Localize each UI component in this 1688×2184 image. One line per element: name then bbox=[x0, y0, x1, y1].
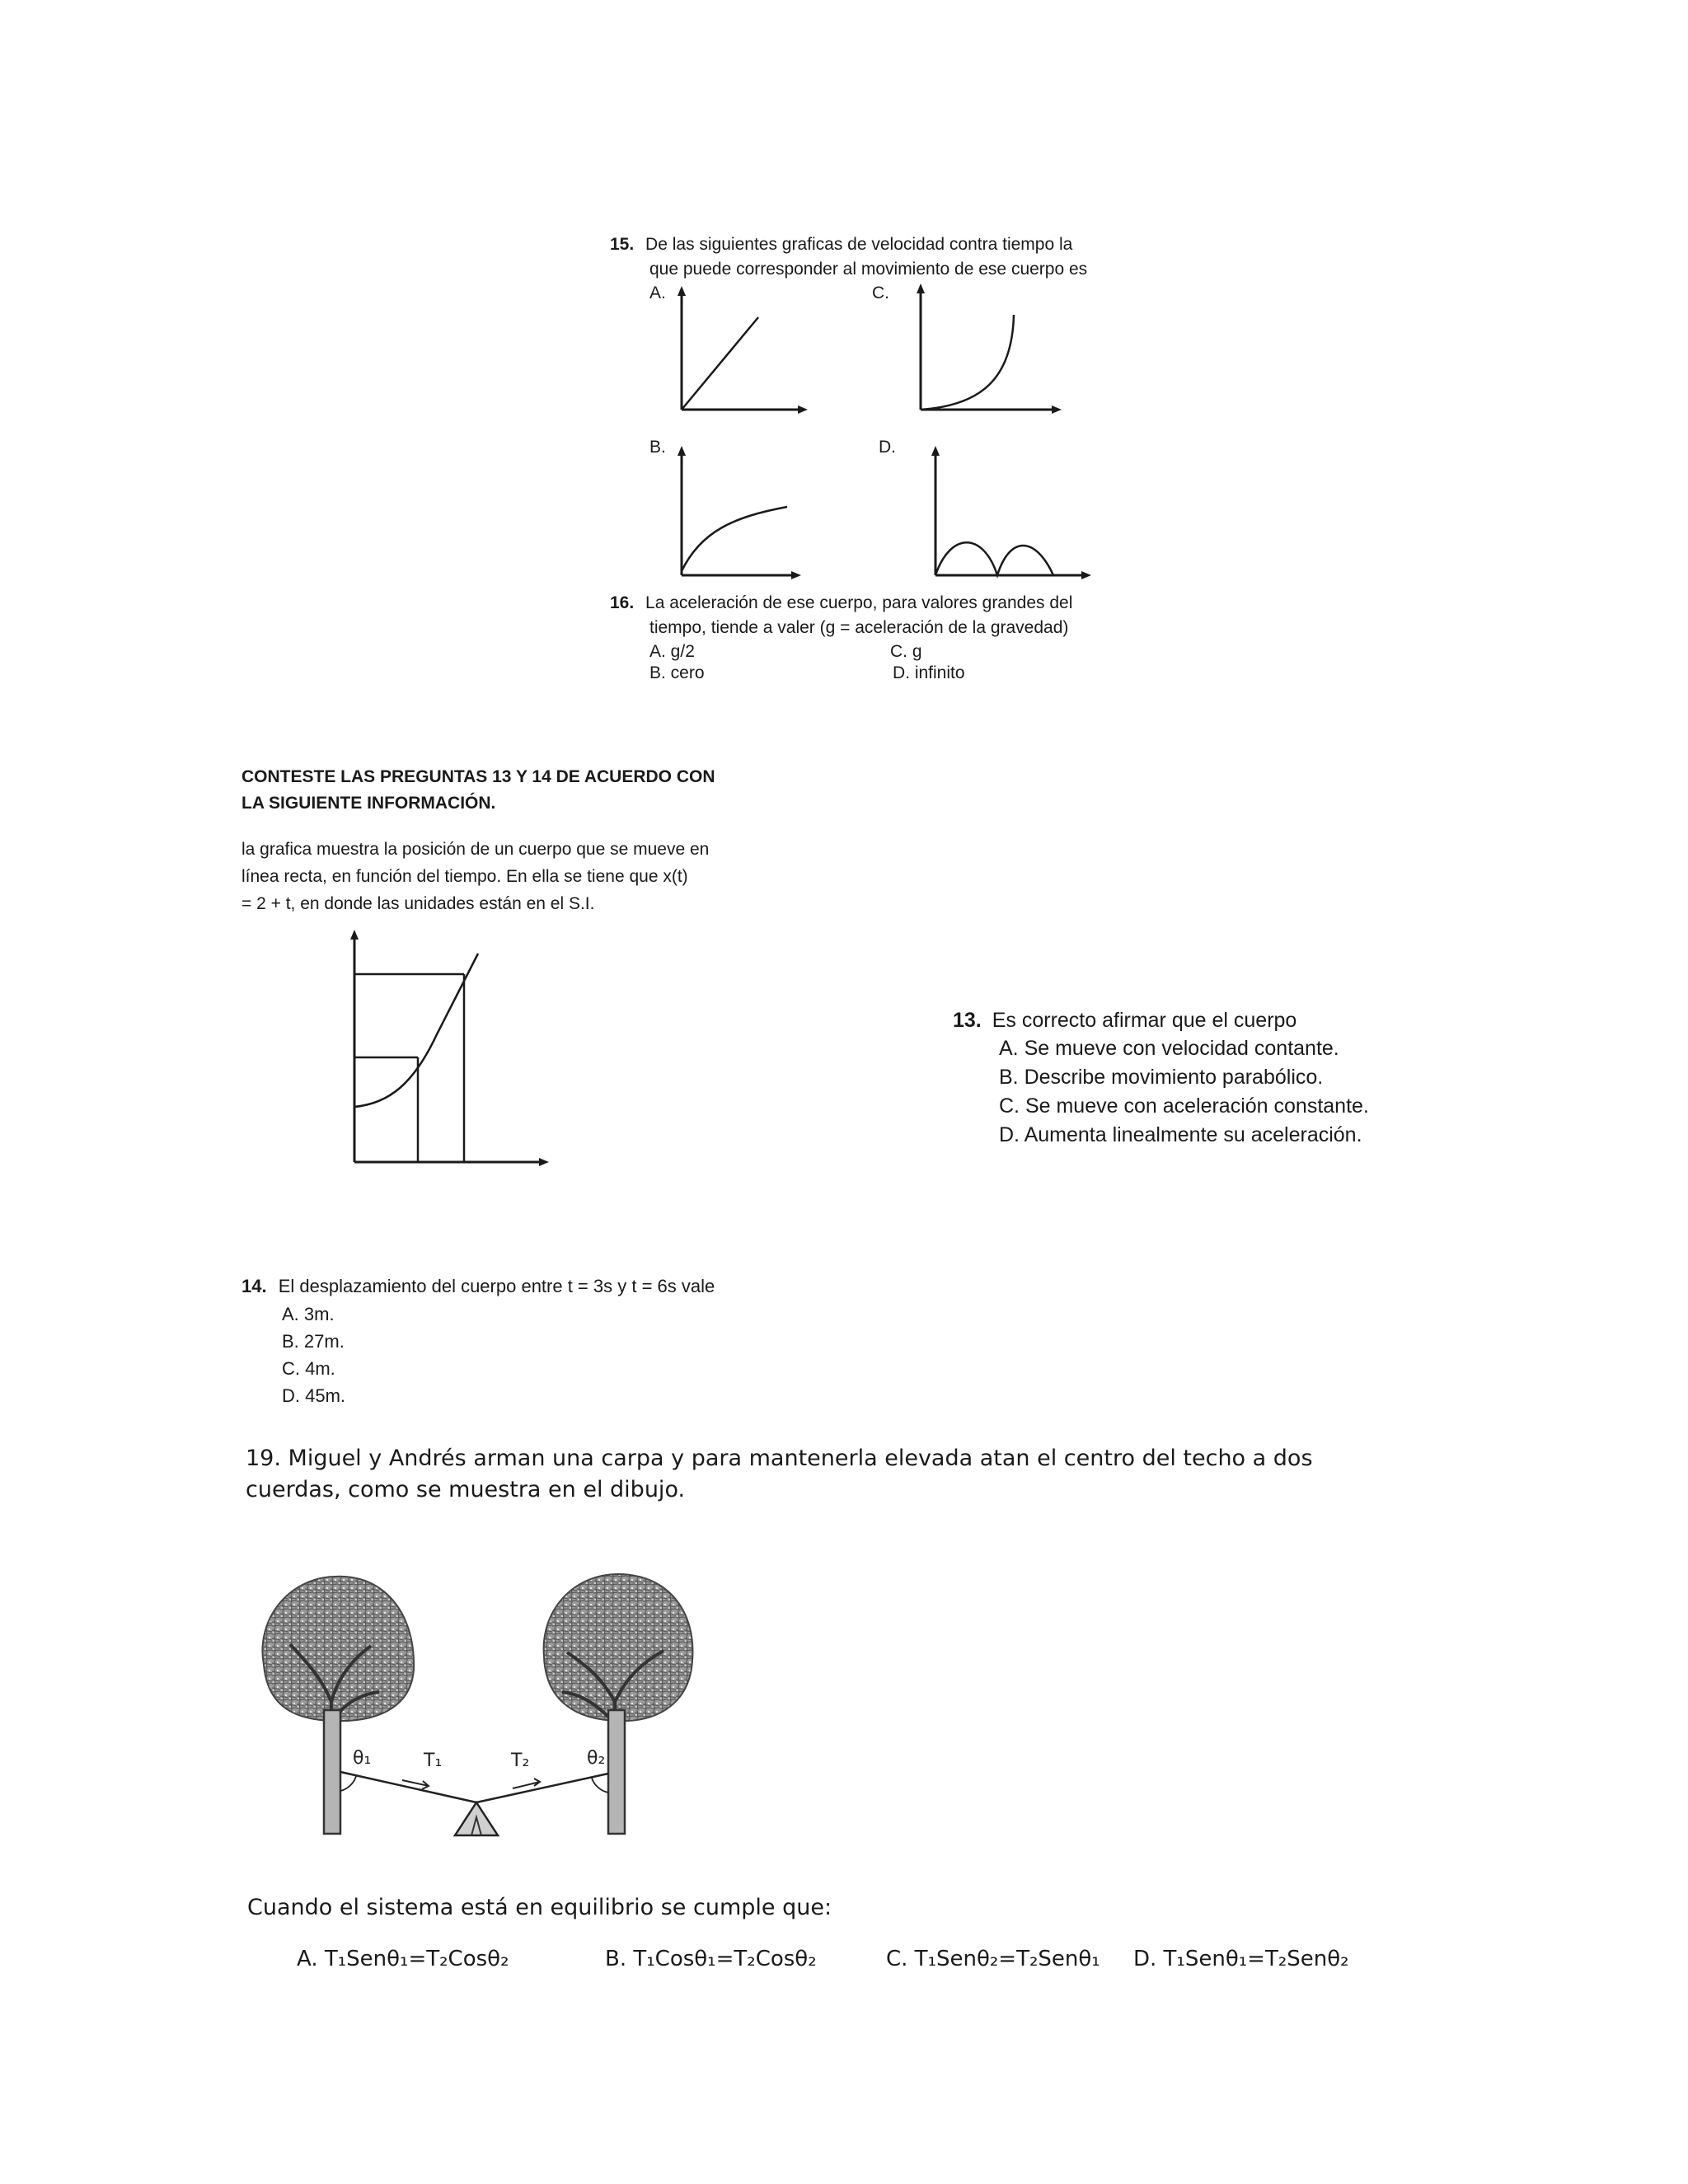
q16-line1: La aceleración de ese cuerpo, para valores grandes del bbox=[645, 593, 1073, 612]
q13-option-a: A. Se mueve con velocidad contante. bbox=[999, 1037, 1339, 1060]
graph-b-x-arrow bbox=[791, 571, 801, 579]
graph-c-curve bbox=[921, 315, 1014, 410]
graph-d-curve bbox=[935, 542, 1053, 575]
q15-text bbox=[610, 232, 1072, 257]
info-heading-2: LA SIGUIENTE INFORMACIÓN. bbox=[241, 794, 496, 813]
q16-text bbox=[610, 591, 1072, 616]
q15-label-d: D. bbox=[879, 438, 896, 457]
graph-a-y-arrow bbox=[678, 286, 686, 296]
graph-d-y-arrow bbox=[931, 446, 940, 456]
q14-option-a: A. 3m. bbox=[282, 1304, 335, 1324]
graph-d-x-arrow bbox=[1081, 571, 1091, 579]
graph-c bbox=[907, 280, 1071, 420]
right-tree-canopy bbox=[544, 1574, 693, 1721]
graph-a bbox=[668, 284, 832, 416]
label-theta1: θ₁ bbox=[353, 1748, 372, 1769]
right-tree bbox=[544, 1574, 693, 1834]
q14-question: El desplazamiento del cuerpo entre t = 3s y t = 6s vale bbox=[278, 1276, 715, 1296]
position-y-arrow bbox=[350, 930, 359, 940]
graph-a-curve bbox=[682, 317, 758, 410]
q19-line-1: 19. Miguel y Andrés arman una carpa y para mantenerla elevada atan el centro del techo a dos bbox=[246, 1446, 1313, 1471]
q16-option-a: A. g/2 bbox=[649, 642, 695, 661]
q19-option-c: C. T₁Senθ₂=T₂Senθ₁ bbox=[886, 1947, 1100, 1971]
left-tree bbox=[262, 1577, 414, 1834]
label-theta2: θ₂ bbox=[587, 1748, 606, 1769]
t2-arrow bbox=[513, 1779, 540, 1788]
rope-right bbox=[476, 1774, 608, 1802]
q15-number: 15. bbox=[610, 235, 635, 254]
info-line-1: la grafica muestra la posición de un cuerpo que se mueve en bbox=[241, 840, 710, 859]
theta1-arc bbox=[340, 1776, 356, 1791]
left-tree-trunk bbox=[324, 1710, 340, 1834]
q16-option-c: C. g bbox=[890, 642, 922, 661]
q13-option-d: D. Aumenta linealmente su aceleración. bbox=[999, 1123, 1362, 1146]
q19-option-a: A. T₁Senθ₁=T₂Cosθ₂ bbox=[297, 1947, 509, 1971]
q14-option-c: C. 4m. bbox=[282, 1358, 335, 1379]
q13-question: Es correcto afirmar que el cuerpo bbox=[992, 1009, 1297, 1032]
q14-number: 14. bbox=[241, 1276, 267, 1296]
info-line-2: línea recta, en función del tiempo. En ella se tiene que x(t) bbox=[241, 867, 688, 886]
q16-line2: tiempo, tiende a valer (g = aceleración de la gravedad) bbox=[649, 618, 1069, 637]
q16-option-d: D. infinito bbox=[893, 663, 965, 682]
theta2-arc bbox=[592, 1778, 608, 1793]
q19-option-b: B. T₁Cosθ₁=T₂Cosθ₂ bbox=[605, 1947, 817, 1971]
q13-option-c: C. Se mueve con aceleración constante. bbox=[999, 1094, 1369, 1118]
q16-option-b: B. cero bbox=[649, 663, 705, 682]
right-tree-trunk bbox=[608, 1710, 625, 1834]
label-t2: T₂ bbox=[511, 1750, 530, 1771]
q15-label-b: B. bbox=[649, 438, 666, 457]
rope-left bbox=[340, 1772, 476, 1802]
label-t1: T₁ bbox=[424, 1750, 443, 1771]
left-tree-canopy bbox=[262, 1577, 414, 1721]
graph-b-y-arrow bbox=[678, 446, 686, 456]
q13-text bbox=[953, 1005, 1296, 1035]
q19-prompt: Cuando el sistema está en equilibrio se cumple que: bbox=[247, 1895, 832, 1920]
graph-d bbox=[921, 441, 1103, 581]
q15-line2: que puede corresponder al movimiento de ese cuerpo es bbox=[649, 260, 1088, 279]
info-line-3: = 2 + t, en donde las unidades están en el S.I. bbox=[241, 894, 595, 913]
graph-b bbox=[668, 441, 824, 581]
q16-number: 16. bbox=[610, 593, 635, 612]
graph-b-curve bbox=[682, 507, 787, 571]
graph-c-x-arrow bbox=[1052, 405, 1062, 414]
q14-option-b: B. 27m. bbox=[282, 1331, 345, 1352]
position-curve bbox=[354, 954, 478, 1107]
q13-number: 13. bbox=[953, 1009, 982, 1032]
info-heading-1: CONTESTE LAS PREGUNTAS 13 Y 14 DE ACUERDO CON bbox=[241, 767, 715, 786]
graph-c-y-arrow bbox=[917, 284, 925, 293]
q14-option-d: D. 45m. bbox=[282, 1385, 346, 1406]
position-time-graph bbox=[346, 927, 560, 1174]
position-x-arrow bbox=[539, 1158, 549, 1166]
q19-line-2: cuerdas, como se muestra en el dibujo. bbox=[246, 1477, 686, 1502]
graph-a-x-arrow bbox=[798, 405, 808, 414]
q15-line1: De las siguientes graficas de velocidad contra tiempo la bbox=[645, 235, 1073, 254]
q14-text bbox=[241, 1274, 715, 1299]
tent-trees-figure bbox=[256, 1570, 717, 1842]
q15-label-c: C. bbox=[872, 284, 889, 302]
q15-label-a: A. bbox=[649, 284, 666, 302]
q13-option-b: B. Describe movimiento parabólico. bbox=[999, 1066, 1324, 1089]
q19-option-d: D. T₁Senθ₁=T₂Senθ₂ bbox=[1133, 1947, 1349, 1971]
